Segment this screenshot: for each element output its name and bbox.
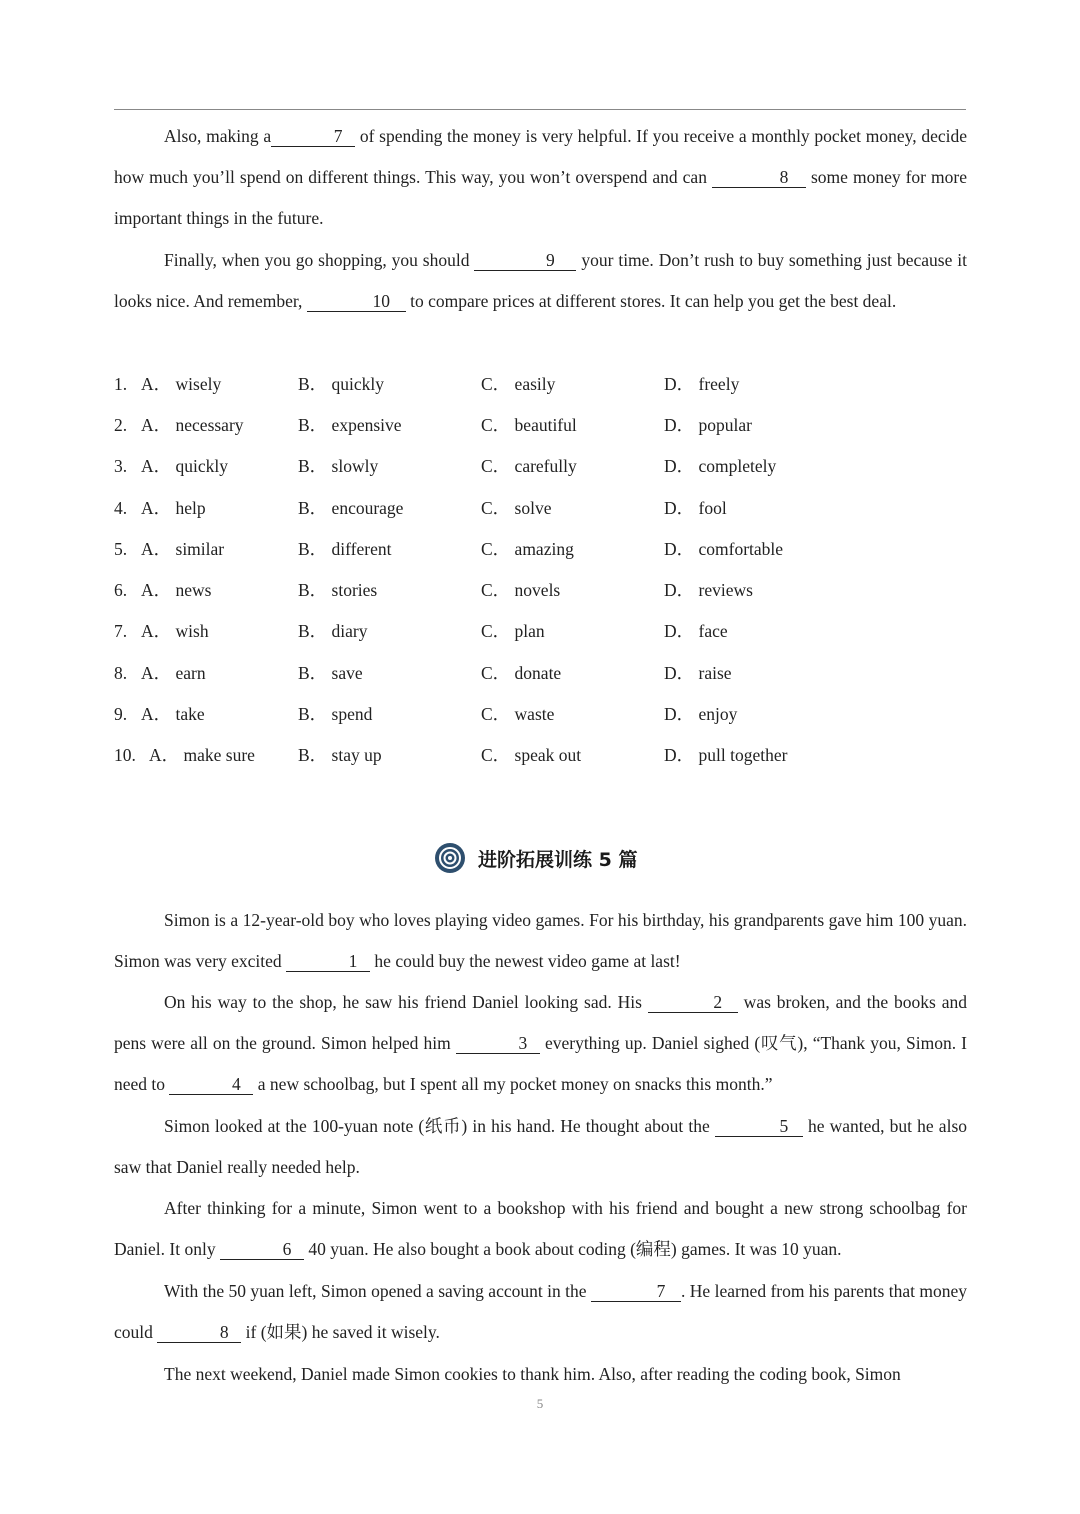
blank-8: 8 [712,167,806,188]
blank-7: 7 [271,126,355,147]
question-row: 6. A． news B． stories C． novels D． reviews [114,570,974,611]
option-a: A． wisely [141,374,222,394]
option-c: C． donate [481,663,562,683]
option-c: C． novels [481,580,561,600]
section-heading [434,842,637,874]
question-row: 4. A． help B． encourage C． solve D． fool [114,488,974,529]
option-b: B． slowly [298,456,379,476]
paragraph-saving: With the 50 yuan left, Simon opened a saving account in the 7 . He learned from his parents that money could 8 if (如果) he saved it wisely. [114,1281,967,1343]
option-a: A． help [141,498,206,518]
option-b: B． encourage [298,498,404,518]
paragraph-note: Simon looked at the 100-yuan note (纸币) in his hand. He thought about the 5 he wanted, but he also saw that Daniel really needed help. [114,1116,967,1178]
question-row: 9. A． take B． spend C． waste D． enjoy [114,694,974,735]
header-rule [114,109,966,110]
option-d: D． completely [664,456,777,476]
paragraph-shopping: Finally, when you go shopping, you should 9 your time. Don’t rush to buy something just because it looks nice. And remember, 10 to compare prices at different stores. It can help you get the best deal. [114,250,967,312]
option-c: C． speak out [481,745,582,765]
option-a: A． wish [141,621,209,641]
option-b: B． spend [298,704,373,724]
option-b: B． quickly [298,374,385,394]
question-row: 1. A． wisely B． quickly C． easily D． freely [114,364,974,405]
blank-8: 8 [157,1322,241,1343]
option-b: B． save [298,663,363,683]
option-c: C． solve [481,498,552,518]
option-a: A． take [141,704,205,724]
option-d: D． popular [664,415,752,435]
option-d: D． comfortable [664,539,784,559]
question-row: 7. A． wish B． diary C． plan D． face [114,611,974,652]
question-row: 5. A． similar B． different C． amazing D． comfortable [114,529,974,570]
option-b: B． diary [298,621,368,641]
option-a: A． make sure [149,745,255,765]
blank-3: 3 [456,1033,540,1054]
option-c: C． amazing [481,539,574,559]
section-title: 进阶拓展训练 5 篇 [478,848,638,871]
option-b: B． stories [298,580,378,600]
option-d: D． reviews [664,580,753,600]
blank-5: 5 [715,1116,803,1137]
blank-7: 7 [591,1281,681,1302]
blank-2: 2 [648,992,738,1013]
blank-1: 1 [286,951,370,972]
question-row: 3. A． quickly B． slowly C． carefully D． completely [114,446,974,487]
question-row: 10. A． make sure B． stay up C． speak out D． pull together [114,735,974,776]
option-d: D． enjoy [664,704,738,724]
option-a: A． news [141,580,212,600]
blank-10: 10 [307,291,406,312]
option-d: D． pull together [664,745,788,765]
option-d: D． face [664,621,728,641]
option-c: C． carefully [481,456,577,476]
question-row: 2. A． necessary B． expensive C． beautiful D． popular [114,405,974,446]
paragraph-simon-birthday: Simon is a 12-year-old boy who loves playing video games. For his birthday, his grandparents gave him 100 yuan. Simon was very excited 1 he could buy the newest video game at last! [114,910,967,972]
option-d: D． freely [664,374,740,394]
option-a: A． quickly [141,456,229,476]
option-a: A． earn [141,663,206,683]
option-d: D． raise [664,663,732,683]
paragraph-daniel: On his way to the shop, he saw his friend Daniel looking sad. His 2 was broken, and the books and pens were all on the ground. Simon helped him 3 everything up. Daniel sighed (叹气), “Thank you, Simon. I need to 4 a new schoolbag, but I spent all my pocket money on snacks this month.” [114,992,967,1095]
option-a: A． necessary [141,415,244,435]
paragraph-next-weekend: The next weekend, Daniel made Simon cookies to thank him. Also, after reading the coding book, Simon [164,1364,901,1384]
option-c: C． waste [481,704,555,724]
blank-4: 4 [169,1074,253,1095]
page-number: 5 [536,1396,544,1411]
paragraph-making-plan: Also, making a 7 of spending the money is very helpful. If you receive a monthly pocket money, decide how much you’ll spend on different things. This way, you won’t overspend and can 8 some money for more important things in the future. [114,126,967,229]
option-a: A． similar [141,539,225,559]
option-c: C． beautiful [481,415,577,435]
blank-6: 6 [220,1239,304,1260]
option-b: B． expensive [298,415,402,435]
question-row: 8. A． earn B． save C． donate D． raise [114,653,974,694]
paragraph-bookshop: After thinking for a minute, Simon went to a bookshop with his friend and bought a new strong schoolbag for Daniel. It only 6 40 yuan. He also bought a book about coding (编程) games. It was 10 yuan. [114,1198,967,1260]
option-b: B． stay up [298,745,382,765]
option-c: C． easily [481,374,556,394]
option-d: D． fool [664,498,727,518]
blank-9: 9 [474,250,576,271]
option-c: C． plan [481,621,545,641]
option-b: B． different [298,539,392,559]
target-icon [434,842,466,874]
